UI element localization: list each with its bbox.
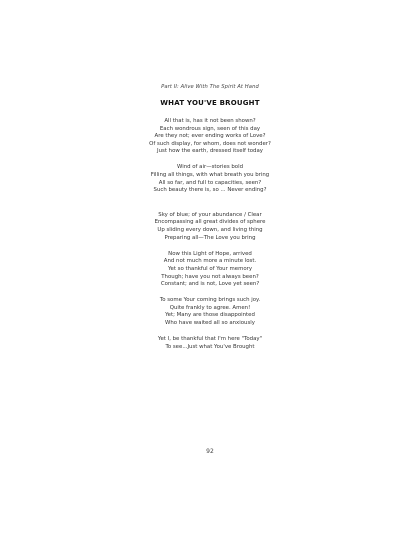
poem-line: To some Your coming brings such joy. (159, 297, 261, 304)
poem-line: To see...Just what You've Brought (165, 343, 255, 350)
poem-line: Constant; and is not, Love yet seen? (160, 281, 260, 288)
poem-line: Yet so thankful of Your memory (167, 265, 253, 272)
poem-line: All so far, and full to capacities, seen? (158, 179, 262, 186)
poem-line: Each wondrous sign, seen of this day (159, 125, 261, 132)
poem-line: Now this Light of Hope, arrived (168, 250, 252, 257)
poem-line: Are they not; ever ending works of Love? (154, 133, 266, 140)
poem-line: Who have waited all so anxiously (165, 319, 255, 326)
poem-line: Just how the earth, dressed itself today (157, 148, 263, 155)
poem-line: All that is, has it not been shown? (164, 118, 256, 124)
poem-line: Such beauty there is, so ... Never ending? (153, 187, 267, 194)
stanza-1 (0, 118, 420, 156)
stanza-6 (0, 336, 420, 351)
poem-line: Sky of blue; of your abundance / Clear (158, 211, 262, 218)
stanza-2 (0, 164, 420, 194)
poem-line: Encompassing all great divides of sphere (154, 219, 266, 226)
poem-title: WHAT YOU'VE BROUGHT (160, 99, 260, 107)
running-header: Part II: Alive With The Spirit At Hand (161, 84, 259, 90)
stanza-5 (0, 297, 420, 327)
poem-line: Though; have you not always been? (161, 273, 259, 280)
poem-line: Preparing all—The Love you bring (164, 234, 256, 241)
stanza-4 (0, 251, 420, 289)
poem-line: Wind of air—stories bold (177, 164, 243, 171)
poem-line: Filling all things, with what breath you bring (150, 172, 270, 179)
poem-line: Yet I, be thankful that I'm here "Today" (157, 336, 263, 343)
poem-line: Yet; Many are those disappointed (165, 312, 255, 319)
poem-line: Of such display, for whom, does not wonder? (149, 140, 271, 147)
poem-line: And not much more a minute lost. (163, 258, 257, 265)
poem-line: Up sliding every down, and living thing (157, 227, 263, 234)
stanza-3 (0, 212, 420, 242)
poem-body (0, 118, 420, 351)
poem-line: Quite frankly to agree. Amen! (169, 304, 251, 311)
page-number: 92 (206, 448, 214, 455)
